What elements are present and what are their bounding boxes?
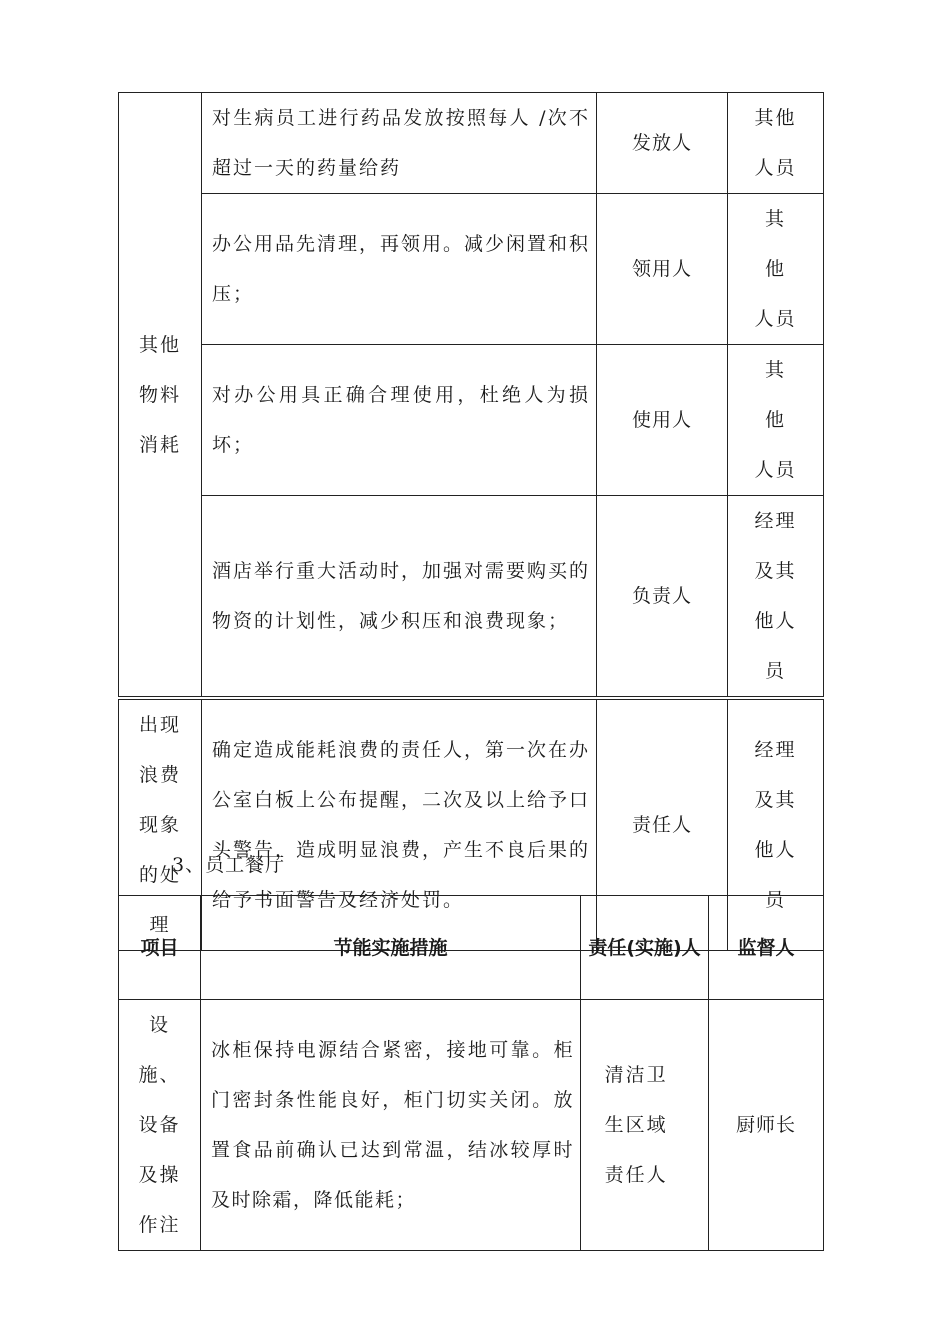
item-cell <box>119 1000 201 1251</box>
waste-label: 出现浪费现象的处理 <box>138 714 181 936</box>
waste-supervisor-text: 经理及其他人员 <box>754 739 797 911</box>
header-measure: 节能实施措施 <box>201 896 581 1000</box>
supervisor-text: 其 他 人员 <box>754 208 797 330</box>
measure-cell: 办公用品先清理，再领用。减少闲置和积压； <box>202 194 597 345</box>
supervisor-cell: 厨师长 <box>709 1000 824 1251</box>
measure-cell: 酒店举行重大活动时，加强对需要购买的物资的计划性，减少积压和浪费现象； <box>202 496 597 699</box>
measure-cell: 冰柜保持电源结合紧密，接地可靠。柜门密封条性能良好，柜门切实关闭。放置食品前确认已达到常温，结冰较厚时及时除霜，降低能耗； <box>201 1000 581 1251</box>
header-responsible <box>581 896 709 1000</box>
responsible-cell: 发放人 <box>597 93 728 194</box>
measure-cell: 对办公用具正确合理使用，杜绝人为损坏； <box>202 345 597 496</box>
supervisor-text: 其 他 人员 <box>754 359 797 481</box>
staff-canteen-table <box>118 895 824 1251</box>
section-title: 3、员工餐厅 <box>172 854 286 876</box>
responsible-text: 清洁卫生区域责任人 <box>604 1064 668 1186</box>
measure-cell: 对生病员工进行药品发放按照每人 /次不超过一天的药量给药 <box>202 93 597 194</box>
header-responsible-text: 责任(实施)人 <box>588 936 701 959</box>
group-label-cell <box>119 93 202 699</box>
supervisor-cell <box>728 194 824 345</box>
header-supervisor: 监督人 <box>709 896 824 1000</box>
energy-measures-table-1 <box>118 92 824 951</box>
responsible-cell: 使用人 <box>597 345 728 496</box>
waste-responsible-cell: 责任人 <box>597 698 728 951</box>
group-label: 其他物料消耗 <box>138 333 181 456</box>
header-item: 项目 <box>119 896 201 1000</box>
supervisor-cell <box>728 93 824 194</box>
responsible-cell <box>581 1000 709 1251</box>
item-text: 设施、设备及操作注 <box>138 1014 181 1236</box>
responsible-cell: 负责人 <box>597 496 728 699</box>
responsible-cell: 领用人 <box>597 194 728 345</box>
supervisor-cell <box>728 345 824 496</box>
supervisor-text: 其他人员 <box>754 107 797 179</box>
supervisor-text: 经理及其他人员 <box>754 510 797 682</box>
supervisor-cell <box>728 496 824 699</box>
waste-measure-cell: 确定造成能耗浪费的责任人，第一次在办公室白板上公布提醒，二次及以上给予口头警告，造成明显浪费，产生不良后果的给予书面警告及经济处罚。 <box>202 698 597 951</box>
